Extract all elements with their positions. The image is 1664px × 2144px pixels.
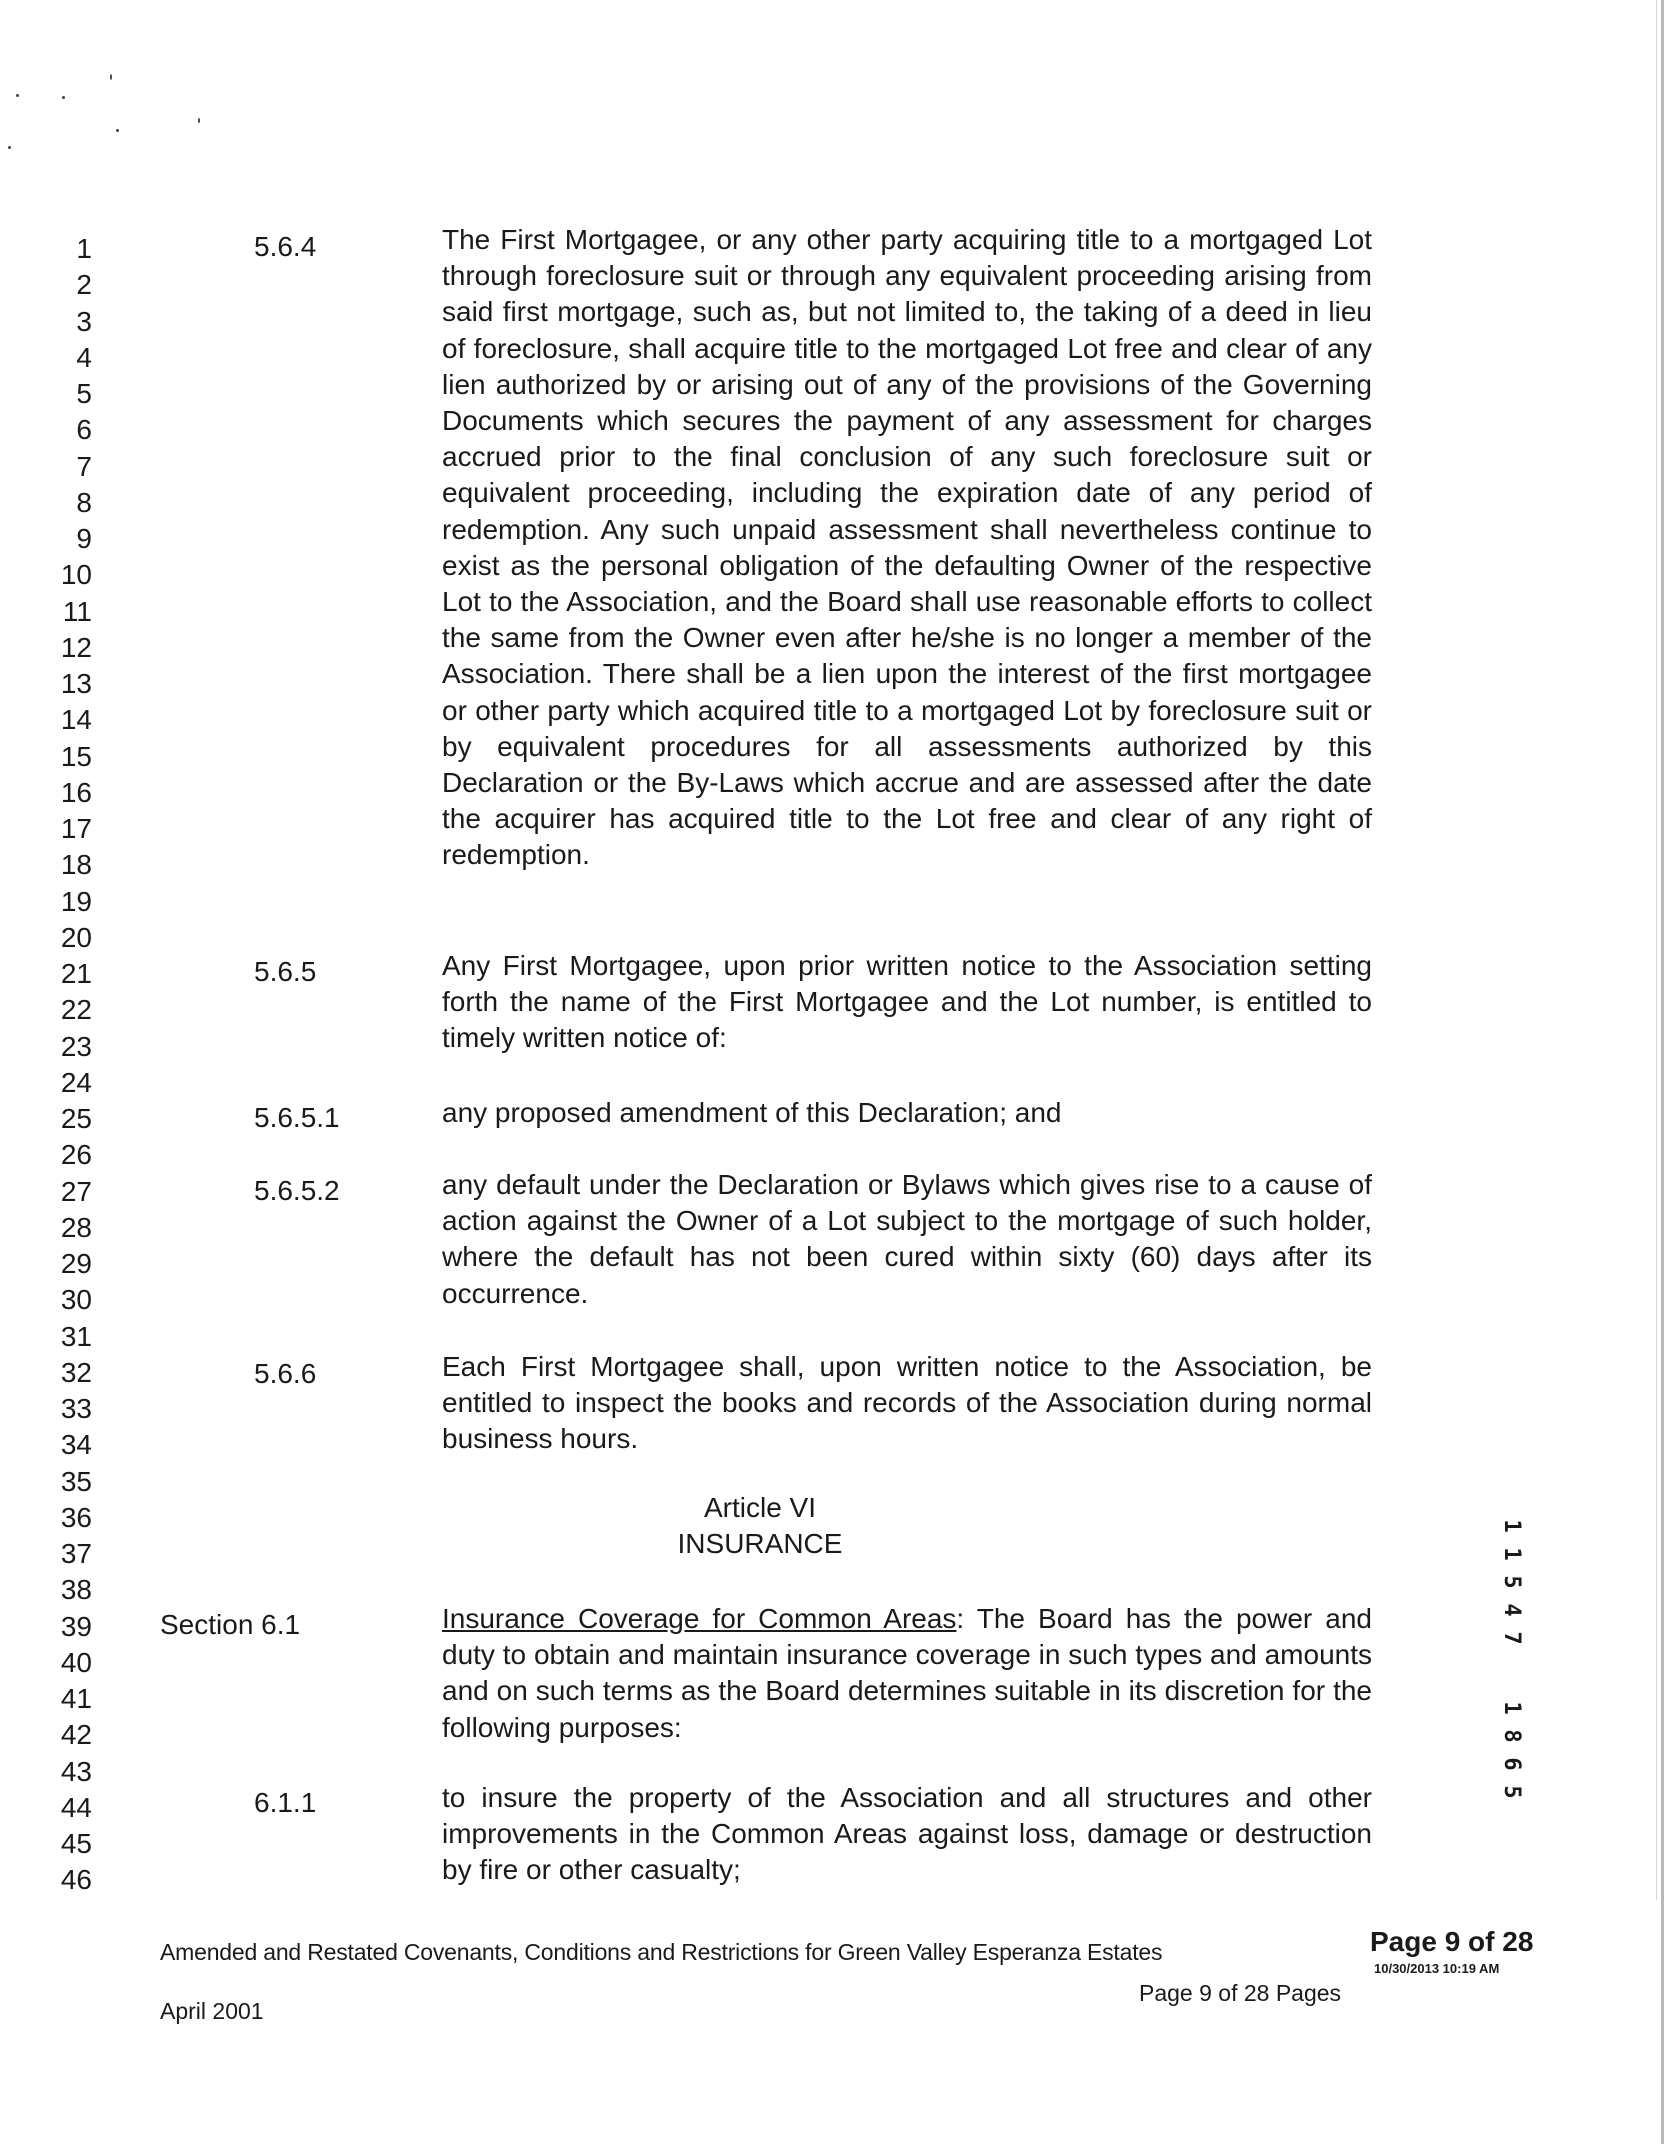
line-number: 25 bbox=[60, 1103, 92, 1134]
line-number: 4 bbox=[76, 341, 92, 373]
line-number: 33 bbox=[60, 1393, 92, 1424]
line-number: 35 bbox=[60, 1465, 92, 1497]
scan-speck bbox=[8, 146, 11, 149]
stamp-digit: 5 bbox=[1499, 1785, 1524, 1799]
line-number: 15 bbox=[60, 740, 92, 772]
section-number: 5.6.5.1 bbox=[254, 1102, 340, 1133]
line-number: 19 bbox=[60, 885, 92, 917]
line-number: 37 bbox=[60, 1538, 92, 1569]
section-number: 5.6.6 bbox=[254, 1358, 317, 1389]
stamp-digit: 6 bbox=[1499, 1757, 1524, 1771]
line-number: 46 bbox=[60, 1864, 92, 1896]
article-title: Article VI bbox=[703, 1492, 817, 1523]
line-number: 39 bbox=[60, 1610, 92, 1642]
line-number: 42 bbox=[60, 1719, 92, 1751]
line-number: 32 bbox=[60, 1356, 92, 1388]
section-number: 6.1.1 bbox=[254, 1787, 317, 1818]
footer-recording-timestamp: 10/30/2013 10:19 AM bbox=[1374, 1961, 1500, 1976]
section-6-1-text bbox=[442, 1601, 1372, 1746]
section-number: Section 6.1 bbox=[160, 1609, 301, 1640]
line-number: 34 bbox=[60, 1429, 92, 1461]
stamp-digit: 4 bbox=[1499, 1603, 1524, 1617]
section-5-6-6-text: Each First Mortgagee shall, upon written notice to the Association, be entitled to inspect the books and records of the Association during normal business hours. bbox=[442, 1351, 1372, 1455]
section-5-6-5-text: Any First Mortgagee, upon prior written notice to the Association setting forth the name of the First Mortgagee and the Lot number, is entitled to timely written notice of: bbox=[442, 950, 1372, 1054]
line-number: 1 bbox=[76, 233, 92, 264]
section-number: 5.6.4 bbox=[254, 231, 317, 262]
line-number: 45 bbox=[60, 1828, 92, 1859]
footer-page-number-large: Page 9 of 28 bbox=[1370, 1926, 1534, 1957]
stamp-digit: 1 bbox=[1499, 1701, 1524, 1715]
section-number: 5.6.5 bbox=[254, 956, 317, 987]
line-number: 29 bbox=[60, 1248, 92, 1279]
line-number: 18 bbox=[60, 849, 92, 881]
section-6-1-body: : The Board has the power and duty to obtain and maintain insurance coverage in such types and amounts and on such terms as the Board determines suitable in its discretion for the following purposes: bbox=[442, 1603, 1372, 1743]
stamp-digit: 7 bbox=[1499, 1631, 1524, 1645]
line-number: 3 bbox=[76, 305, 92, 337]
section-5-6-5-1-text: any proposed amendment of this Declaration; and bbox=[442, 1097, 1062, 1128]
line-number: 26 bbox=[60, 1139, 92, 1171]
line-number: 44 bbox=[60, 1791, 92, 1823]
scan-speck bbox=[116, 129, 119, 132]
line-number: 9 bbox=[76, 523, 92, 554]
article-heading: INSURANCE bbox=[677, 1528, 843, 1559]
section-6-1-1-text: to insure the property of the Association and all structures and other improvements in the Common Areas against loss, damage or destruction by fire or other casualty; bbox=[442, 1782, 1372, 1886]
line-number: 6 bbox=[76, 414, 92, 446]
scan-speck bbox=[110, 74, 112, 80]
footer-date: April 2001 bbox=[160, 1998, 264, 2024]
line-number: 7 bbox=[76, 450, 92, 482]
line-number: 28 bbox=[60, 1211, 92, 1243]
line-number: 27 bbox=[60, 1175, 92, 1207]
line-number: 23 bbox=[60, 1030, 92, 1062]
scan-speck bbox=[62, 96, 65, 99]
line-number: 13 bbox=[60, 668, 92, 699]
section-6-1-heading: Insurance Coverage for Common Areas bbox=[442, 1603, 957, 1634]
line-number: 31 bbox=[60, 1320, 92, 1352]
line-number: 20 bbox=[60, 921, 92, 953]
line-number: 38 bbox=[60, 1574, 92, 1606]
line-number: 21 bbox=[60, 958, 92, 989]
line-number: 16 bbox=[60, 776, 92, 808]
section-number: 5.6.5.2 bbox=[254, 1175, 340, 1206]
stamp-digit: 1 bbox=[1499, 1519, 1524, 1533]
line-number: 11 bbox=[62, 595, 92, 627]
line-number: 5 bbox=[76, 378, 92, 409]
footer-document-title: Amended and Restated Covenants, Conditions and Restrictions for Green Valley Esperanza Estates bbox=[160, 1939, 1163, 1965]
recording-number-stamp bbox=[1496, 1512, 1526, 1806]
section-5-6-4-text: The First Mortgagee, or any other party acquiring title to a mortgaged Lot through foreclosure suit or through any equivalent proceeding arising from said first mortgage, such as, but not limited to, the taking of a deed in lieu of foreclosure, shall acquire title to the mortgaged Lot free and clear of any lien authorized by or arising out of any of the provisions of the Governing Documents which secures the payment of any assessment for charges accrued prior to the final conclusion of any such foreclosure suit or equivalent proceeding, including the expiration date of any period of redemption. Any such unpaid assessment shall nevertheless continue to exist as the personal obligation of the defaulting Owner of the respective Lot to the Association, and the Board shall use reasonable efforts to collect the same from the Owner even after he/she is no longer a member of the Association. There shall be a lien upon the interest of the first mortgagee or other party which acquired title to a mortgaged Lot by foreclosure suit or by equivalent procedures for all assessments authorized by this Declaration or the By-Laws which accrue and are assessed after the date the acquirer has acquired title to the Lot free and clear of any right of redemption. bbox=[442, 224, 1372, 871]
stamp-digit: 5 bbox=[1499, 1575, 1524, 1589]
line-number: 43 bbox=[60, 1755, 92, 1787]
section-5-6-5-2-text: any default under the Declaration or Bylaws which gives rise to a cause of action against the Owner of a Lot subject to the mortgage of such holder, where the default has not been cured within sixty (60) days after its occurrence. bbox=[442, 1169, 1372, 1309]
line-number: 24 bbox=[60, 1066, 92, 1098]
line-number: 41 bbox=[60, 1683, 92, 1714]
stamp-digit: 1 bbox=[1499, 1547, 1524, 1561]
stamp-digit: 8 bbox=[1499, 1729, 1524, 1743]
footer-page-number: Page 9 of 28 Pages bbox=[1139, 1980, 1342, 2006]
line-number: 30 bbox=[60, 1284, 92, 1316]
line-number: 8 bbox=[76, 486, 92, 518]
line-number: 2 bbox=[76, 269, 92, 301]
line-number: 14 bbox=[60, 704, 92, 736]
line-number: 10 bbox=[60, 559, 92, 591]
scan-speck bbox=[16, 94, 19, 97]
line-number: 22 bbox=[60, 994, 92, 1026]
line-number: 36 bbox=[60, 1501, 92, 1533]
scan-speck bbox=[198, 118, 200, 123]
line-number: 17 bbox=[60, 813, 92, 844]
line-number: 12 bbox=[60, 631, 92, 663]
line-number: 40 bbox=[60, 1646, 92, 1678]
page-edge-line bbox=[1656, 0, 1657, 1900]
